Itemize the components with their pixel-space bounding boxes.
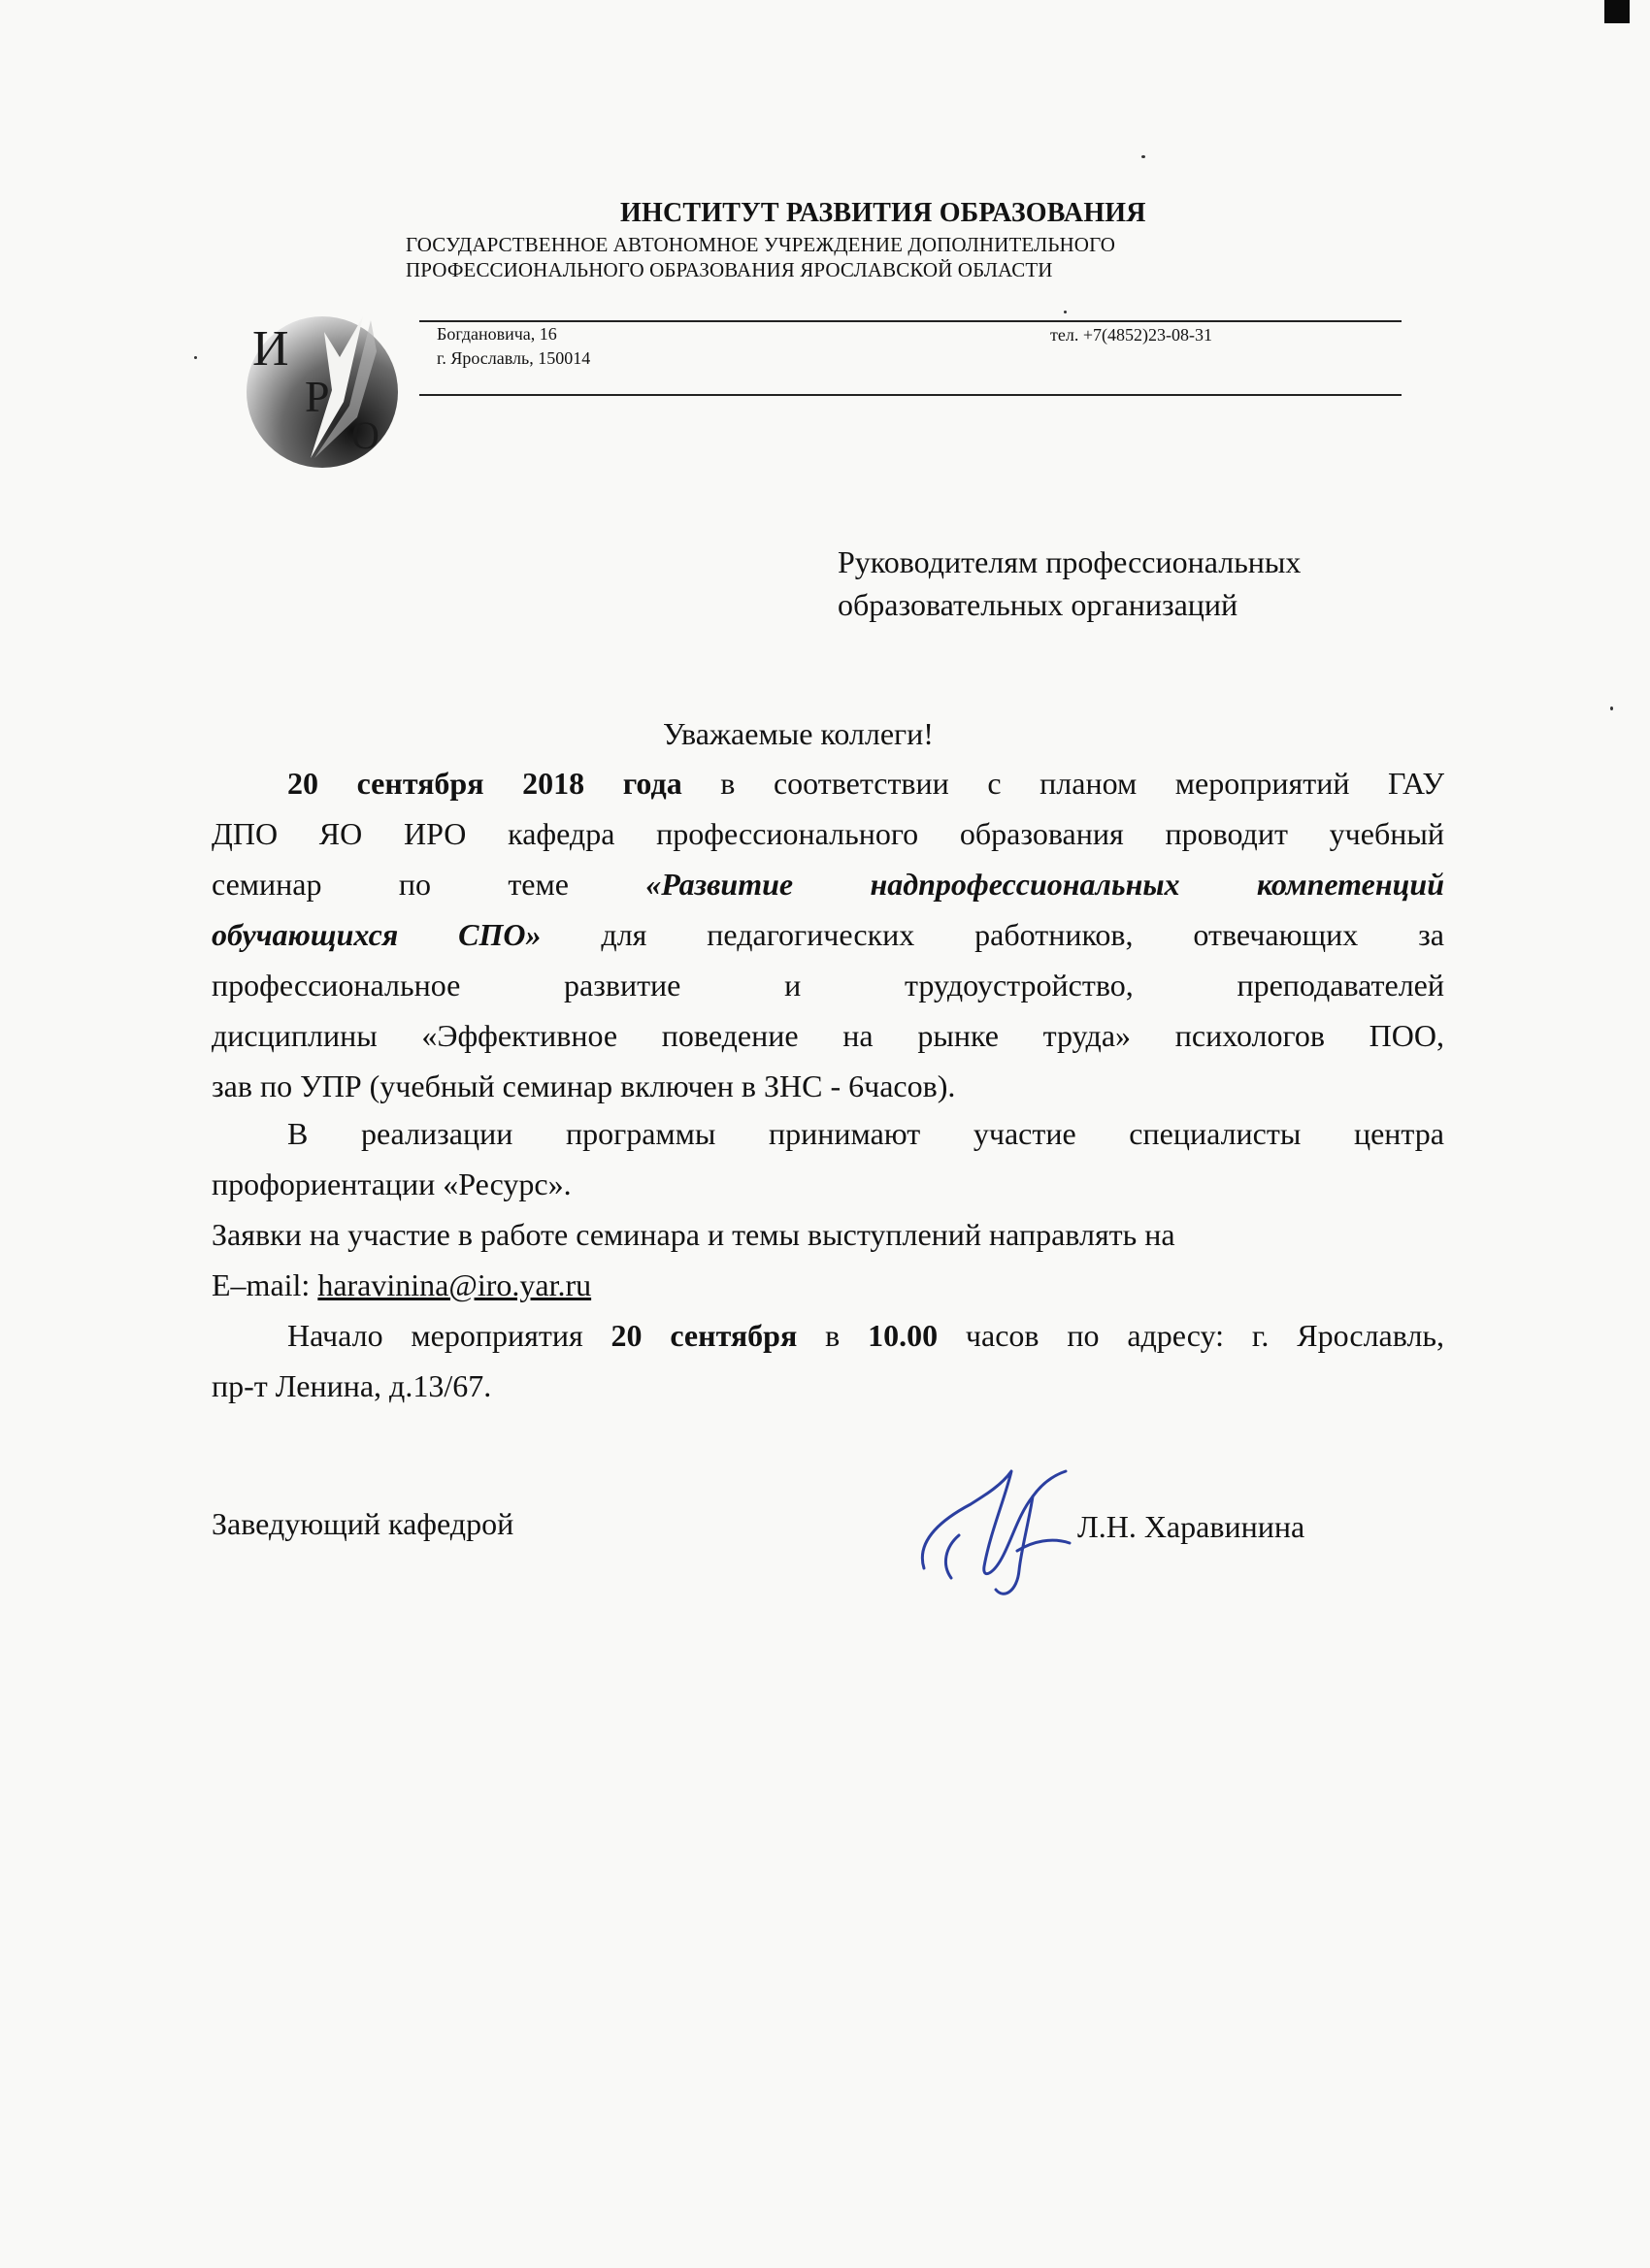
letterhead-rule-bottom xyxy=(419,394,1402,396)
letterhead-rule-top xyxy=(419,320,1402,322)
body-line: обучающихся СПО» для педагогических работников, отвечающих за xyxy=(212,917,1445,952)
scan-corner-mark xyxy=(1604,0,1630,23)
body-line: профессиональное развитие и трудоустройство, преподавателей xyxy=(212,968,1444,1003)
handwritten-signature xyxy=(912,1454,1082,1597)
body-line: семинар по теме «Развитие надпрофессиональных компетенций xyxy=(212,867,1444,902)
signatory-name: Л.Н. Харавинина xyxy=(1077,1509,1305,1544)
greeting: Уважаемые коллеги! xyxy=(663,716,934,751)
email-label: E–mail: xyxy=(212,1267,318,1302)
scan-speck xyxy=(1610,707,1613,710)
recipient-line-2: образовательных организаций xyxy=(838,587,1238,622)
signatory-position: Заведующий кафедрой xyxy=(212,1506,514,1541)
email-line xyxy=(212,1264,1444,1306)
organization-line-2: ПРОФЕССИОНАЛЬНОГО ОБРАЗОВАНИЯ ЯРОСЛАВСКОЙ ОБЛАСТИ xyxy=(406,258,1053,281)
body-line: зав по УПР (учебный семинар включен в ЗНС - 6часов). xyxy=(212,1068,956,1103)
address-city: г. Ярославль, 150014 xyxy=(437,348,591,368)
seminar-date: 20 сентября 2018 года xyxy=(287,766,682,801)
seminar-topic-end: обучающихся СПО» xyxy=(212,917,542,952)
institute-title: ИНСТИТУТ РАЗВИТИЯ ОБРАЗОВАНИЯ xyxy=(620,198,1146,228)
body-line: Заявки на участие в работе семинара и темы выступлений направлять на xyxy=(212,1217,1175,1252)
email-link[interactable]: haravinina@iro.yar.ru xyxy=(317,1267,592,1302)
logo-letter-2: Р xyxy=(305,372,330,421)
event-time: 10.00 xyxy=(868,1318,939,1353)
scan-speck xyxy=(1141,155,1145,158)
body-line: пр-т Ленина, д.13/67. xyxy=(212,1368,492,1403)
scan-speck xyxy=(194,356,197,359)
body-line: профориентации «Ресурс». xyxy=(212,1167,572,1201)
phone-number: тел. +7(4852)23-08-31 xyxy=(1050,325,1212,345)
body-line: дисциплины «Эффективное поведение на рынке труда» психологов ПОО, xyxy=(212,1018,1444,1053)
iro-logo xyxy=(225,312,406,468)
body-line: 20 сентября 2018 года в соответствии с планом мероприятий ГАУ xyxy=(287,766,1445,801)
recipient-line-1: Руководителям профессиональных xyxy=(838,544,1302,579)
address-street: Богдановича, 16 xyxy=(437,324,557,344)
body-line: Начало мероприятия 20 сентября в 10.00 часов по адресу: г. Ярославль, xyxy=(287,1318,1445,1353)
seminar-topic: «Развитие надпрофессиональных компетенций xyxy=(645,867,1444,902)
logo-letter-3: О xyxy=(351,413,380,457)
event-date: 20 сентября xyxy=(610,1318,798,1353)
organization-line-1: ГОСУДАРСТВЕННОЕ АВТОНОМНОЕ УЧРЕЖДЕНИЕ ДОПОЛНИТЕЛЬНОГО xyxy=(406,233,1116,256)
scan-speck xyxy=(1064,311,1067,313)
logo-letter-1: И xyxy=(252,321,289,377)
body-line: ДПО ЯО ИРО кафедра профессионального образования проводит учебный xyxy=(212,816,1444,851)
body-line: В реализации программы принимают участие специалисты центра xyxy=(287,1116,1444,1151)
